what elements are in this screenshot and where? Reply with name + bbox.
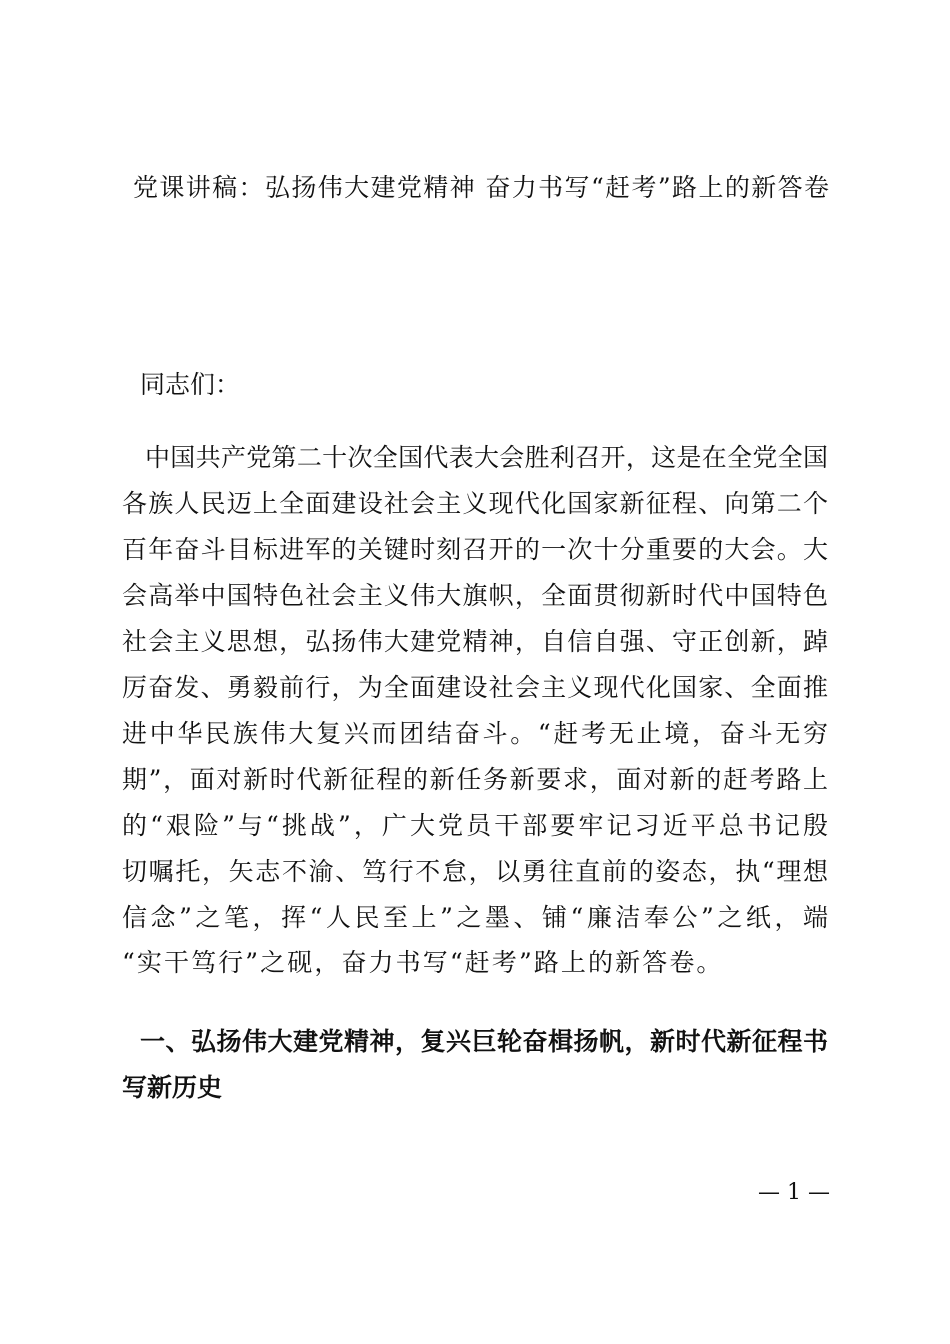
paragraph-line: 中国共产党第二十次全国代表大会胜利召开，这是在全党全国	[145, 443, 828, 472]
paragraph-line: 厉奋发、勇毅前行，为全面建设社会主义现代化国家、全面推	[122, 673, 828, 702]
paragraph-line: 切嘱托，矢志不渝、笃行不怠，以勇往直前的姿态，执“理想	[122, 857, 828, 886]
paragraph-line: 信念”之笔，挥“人民至上”之墨、铺“廉洁奉公”之纸，端	[122, 903, 828, 932]
paragraph-line: 进中华民族伟大复兴而团结奋斗。“赶考无止境，奋斗无穷	[122, 719, 828, 748]
heading-line: 一、弘扬伟大建党精神，复兴巨轮奋楫扬帆，新时代新征程书	[140, 1027, 828, 1056]
paragraph-line: 期”，面对新时代新征程的新任务新要求，面对新的赶考路上	[122, 765, 828, 794]
paragraph-line: “实干笃行”之砚，奋力书写“赶考”路上的新答卷。	[122, 948, 724, 977]
document-title: 党课讲稿：弘扬伟大建党精神 奋力书写“赶考”路上的新答卷	[133, 173, 829, 202]
page-number: — 1 —	[758, 1180, 830, 1205]
paragraph-line: 各族人民迈上全面建设社会主义现代化国家新征程、向第二个	[122, 489, 828, 518]
paragraph-line: 的“艰险”与“挑战”，广大党员干部要牢记习近平总书记殷	[122, 811, 828, 840]
paragraph-line: 百年奋斗目标进军的关键时刻召开的一次十分重要的大会。大	[122, 535, 828, 564]
paragraph-line: 社会主义思想，弘扬伟大建党精神，自信自强、守正创新，踔	[122, 627, 828, 656]
greeting: 同志们：	[140, 370, 241, 399]
paragraph-line: 会高举中国特色社会主义伟大旗帜，全面贯彻新时代中国特色	[122, 581, 828, 610]
heading-line: 写新历史	[122, 1073, 223, 1102]
